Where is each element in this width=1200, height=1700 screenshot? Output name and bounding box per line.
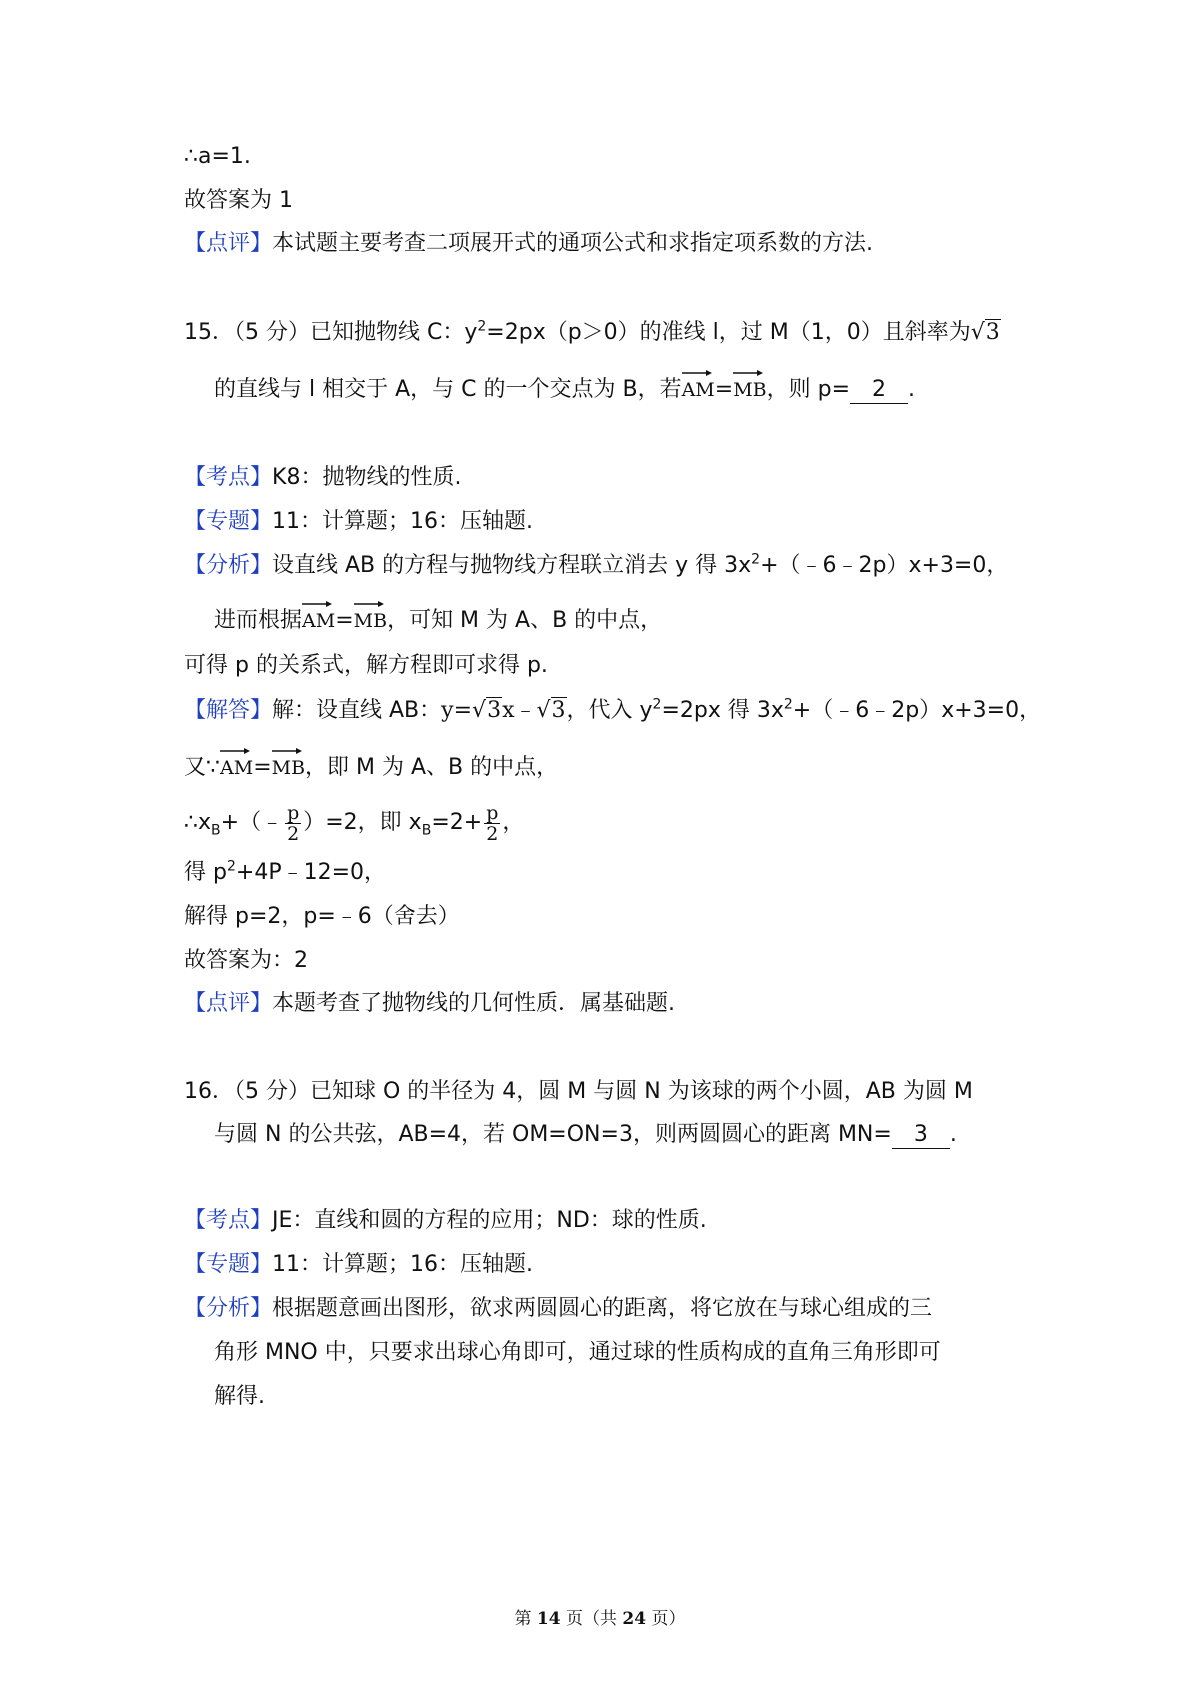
vector-mb: MB <box>354 600 387 636</box>
comment-tag: 【点评】 <box>184 231 273 256</box>
q15-jieda-3: $\therefore x_B+(﹣$ $\frac{p}{2}$ ）=2，即 $x_B=2+$ $\frac{p}{2}$ ， <box>184 801 525 845</box>
q15-fenxi-2: 进而根据 AM= MB，可知 M 为 A、B 的中点， <box>214 600 662 634</box>
q15-dianping: 【点评】本题考查了抛物线的几何性质．属基础题. <box>184 991 676 1016</box>
vector-mb: MB <box>733 369 766 405</box>
q16-kaodian: 【考点】JE：直线和圆的方程的应用；ND：球的性质. <box>184 1208 707 1233</box>
q15-jieda-2: 又∵ AM= MB，即 M 为 A、B 的中点， <box>184 747 558 781</box>
sqrt-3: √3 <box>472 698 502 723</box>
q16-stem-line-1: 16．（5 分）已知球 O 的半径为 4，圆 M 与圆 N 为该球的两个小圆，AB 为圆 M <box>184 1079 973 1104</box>
page-number: 14 <box>536 1609 561 1629</box>
q15-fenxi-1: 【分析】设直线 AB 的方程与抛物线方程联立消去 y 得 $3x^2+(﹣6﹣2p)x+3=0$， <box>184 551 1009 578</box>
fraction-p-over-2: $\frac{p}{2}$ <box>486 801 499 845</box>
q16-stem-line-2: 与圆 N 的公共弦，AB=4，若 OM=ON=3，则两圆圆心的距离 MN= 3 . <box>214 1122 957 1147</box>
q15-jieda-1: 【解答】解：设直线 AB：y=√3x﹣√3，代入 $y^2=2px$ 得 $3x^2+(﹣6﹣2p)x+3=0$， <box>184 696 1041 730</box>
q16-answer-blank: 3 <box>892 1122 950 1149</box>
page-footer: 第 14 页（共 24 页） <box>514 1609 686 1629</box>
total-pages: 24 <box>622 1609 647 1629</box>
q16-zhuanti: 【专题】11：计算题；16：压轴题. <box>184 1252 533 1277</box>
q15-jieda-6: 故答案为：2 <box>184 948 308 973</box>
sqrt-3: √3 <box>970 320 1000 345</box>
vector-am: AM <box>682 369 715 405</box>
q15-stem-line-1: 15．（5 分）已知抛物线 C：$y^2=2px(p>0)$的准线 l，过 M（1，0）且斜率为√3 <box>184 318 1001 352</box>
q16-fenxi-1: 【分析】根据题意画出图形，欲求两圆圆心的距离，将它放在与球心组成的三 <box>184 1296 933 1321</box>
q15-fenxi-3: 可得 p 的关系式，解方程即可求得 p. <box>184 653 548 678</box>
vector-mb: MB <box>272 747 305 783</box>
q15-zhuanti: 【专题】11：计算题；16：压轴题. <box>184 509 533 534</box>
q15-kaodian: 【考点】K8：抛物线的性质. <box>184 465 462 490</box>
q16-fenxi-3: 解得. <box>214 1384 265 1409</box>
fraction-p-over-2: $\frac{p}{2}$ <box>287 801 300 845</box>
q16-fenxi-2: 角形 MNO 中，只要求出球心角即可，通过球的性质构成的直角三角形即可 <box>214 1340 941 1365</box>
comment-line: 【点评】本试题主要考查二项展开式的通项公式和求指定项系数的方法. <box>184 231 874 256</box>
sqrt-3: √3 <box>536 698 566 723</box>
vector-am: AM <box>302 600 335 636</box>
conclusion-line: ∴a=1. <box>184 144 251 169</box>
answer-line: 故答案为 1 <box>184 188 293 213</box>
q15-answer-blank: 2 <box>850 377 908 404</box>
q15-jieda-4: 得 $p^2+4P﹣12=0$， <box>184 858 387 885</box>
vector-am: AM <box>220 747 253 783</box>
q15-stem-line-2: 的直线与 l 相交于 A，与 C 的一个交点为 B，若 AM= MB，则 p= 2 . <box>214 369 915 403</box>
q15-jieda-5: 解得 p=2，p=﹣6（舍去） <box>184 904 460 929</box>
